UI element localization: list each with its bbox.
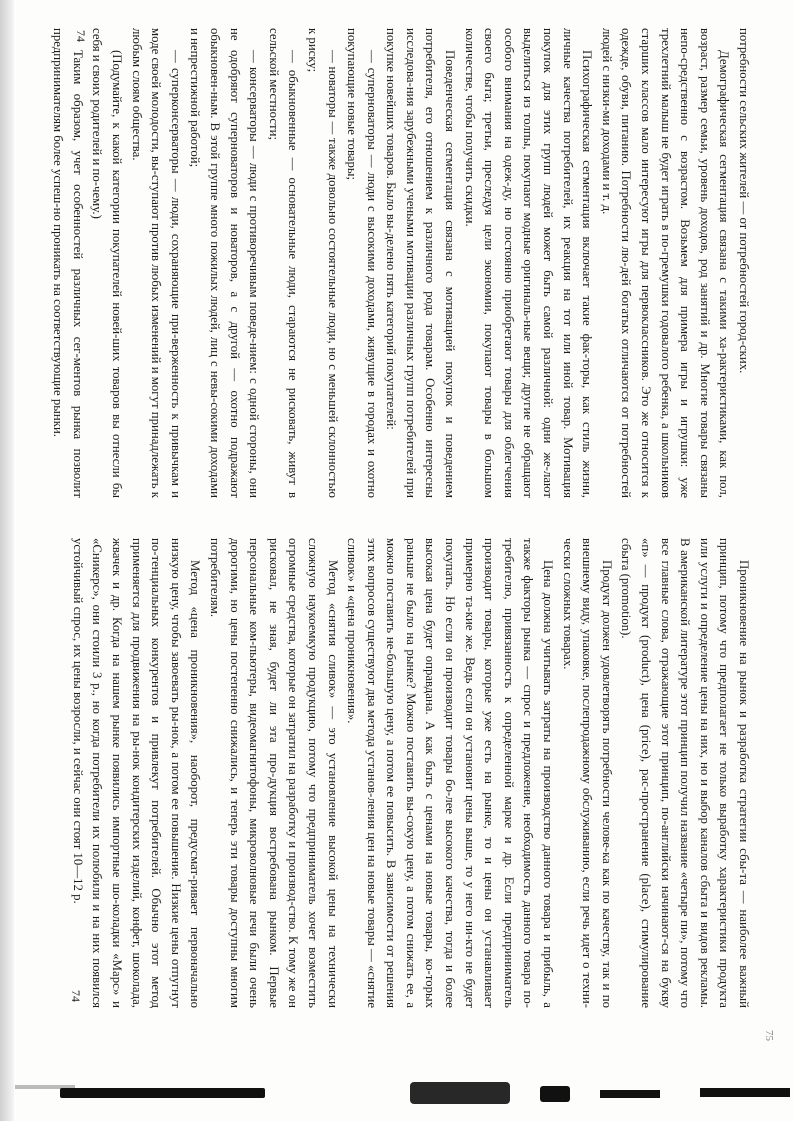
paragraph: Метод «цена проникновения», наоборот, предусмат-ривает первоначально низкую цену, чтобы завоевать ры-нок, а потом ее повышение. Низкие цены отпугнут по-тенциальных конкурентов и привлекут потребителей. Обычно этот метод применяется для продвижения на ры-нок кондитерских изделий, конфет, шоколада, жвачек и др. Когда на нашем рынке появились импортные шо-коладки «Марс» и «Сникерс», они стоили 3 р., но когда потребители их полюбили и на них появился устойчивый спрос, их цены возросли, и сейчас они стоят 10—12 р. <box>70 538 203 1008</box>
scan-artifact <box>600 1090 660 1098</box>
scan-artifact <box>410 1082 510 1104</box>
paragraph: Поведенческая сегментация связана с мотивацией покупок и поведением потребителя, его отношением к различного рода товарам. Особенно интересны исследова-ния зарубежными учеными мотивации различных групп потребителей при покупке новейших товаров. Было вы-делено пять категорий покупателей: <box>384 28 458 498</box>
paragraph: потребности сельских жителей — от потребностей город-ских. <box>737 28 751 374</box>
scan-artifact <box>700 1088 790 1097</box>
paragraph: Таким образом, учет особенностей различных сег-ментов рынка позволит предпринимателям более успеш-но проникать на соответствующие рынки. <box>51 28 85 498</box>
scan-artifact <box>60 1088 265 1098</box>
left-page-number: 74 <box>74 30 88 42</box>
page-spread <box>53 0 793 1080</box>
rotated-content <box>53 0 793 1080</box>
list-item: — суперноваторы — люди с высокими доходами, живущие в городах и охотно покупающие новые товары; <box>345 28 379 498</box>
paragraph: Метод «снятия сливок» — это установление высокой цены на технически сложную наукоемкую продукцию, потому что предприниматель хочет возместить огромные средства, которые он затратил на разработку и производ-ство. К тому же он рисковал, не зная, будет ли эта про-дукция востребована рынком. Первые персональные ком-пьютеры, видеомагнитофоны, микроволновые печи были очень дорогими, но цены постепенно снижались, и теперь эти товары доступны многим потребителям. <box>207 538 340 1008</box>
list-item: — консерваторы — люди с противоречивым поведе-нием: с одной стороны, они не одобряют суперноваторов и новаторов, а с другой — охотно подражают обыкновен-ным. В этой группе много пожилых людей, лиц с невы-сокими доходами и непрестижной работой; <box>188 28 262 498</box>
paragraph: Цена должна учитывать затраты на производство данного товара и прибыль, а также факторы рынка — спрос и предложение, необходимость данного товара по-требителю, привязанность к определенной марке и др. Если предприниматель производит товары, которые уже есть на рынке, то и цены он устанавливает примерно та-кие же. Ведь если он установит цены выше, то у него ни-кто не будет покупать. Но если он производит товары бо-лее высокого качества, тогда и более высокая цена будет оправдана. А как быть с ценами на новые товары, ко-торых раньше не было на рынке? Можно поставить вы-сокую цену, а потом снижать ее, а можно поставить не-большую цену, а потом ее повысить. В зависимости от решения этих вопросов существуют два метода установ-ления цен на новые товары — «снятие сливок» и «цена проникновения». <box>345 538 556 1008</box>
paragraph: Продукт должен удовлетворять потребности челове-ка как по качеству, так и по внешнему виду, упаковке, послепродажному обслуживанию, если речь идет о техни-чески сложных товарах. <box>560 538 614 1008</box>
paragraph: Проникновение на рынок и разработка стратегии сбы-та — наиболее важный принцип, потому что предполагает не только выработку характеристики продукта или услуги и определение цены на них, но и выбор каналов сбыта и видов рекламы. В американской литературе этот принцип получил название «четыре пи», потому что все главные слова, отражающие этот принцип, по-английски начинают-ся на букву «п» — продукт (product), цена (price), рас-пространение (place), стимулирование сбыта (promotion). <box>619 538 751 1008</box>
list-item: — новаторы — также довольно состоятельные люди, но с меньшей склонностью к риску; <box>305 28 340 498</box>
right-page-number: 74 <box>69 990 83 1002</box>
list-item: — обыкновенные — основательные люди, стараются не рисковать, живут в сельской местности; <box>266 28 301 498</box>
scan-artifact <box>540 1086 570 1102</box>
list-item: — суперконсерваторы — люди, сохраняющие при-верженность к привычкам и моде своей молодости, вы-ступают против любых изменений и могут принадлежать к любым слоям общества. <box>129 28 183 498</box>
paragraph: (Подумайте, к какой категории покупателей новей-ших товаров вы отнесли бы себя и своих родителей и по-чему.) <box>90 28 124 498</box>
paragraph: Демографическая сегментация связана с такими ха-рактеристиками, как пол, возраст, размер семьи, уровень доходов, род занятий и др. Многие товары связаны непо-средственно с возрастом. Возьмем для примера игры и игрушки: уже трехлетний малыш не будет играть в по-гремушки годовалого ребенка, а школьников старших классов мало интересуют игры для первоклассников. Это же относится к одежде, обуви, питанию. Потребности лю-дей богатых отличаются от потребностей людей с низки-ми доходами и т. д. <box>599 28 732 498</box>
binding-shadow <box>0 0 14 1121</box>
paragraph: Психографическая сегментация включает такие фак-торы, как стиль жизни, личные качества потребителей, их реакция на тот или иной товар. Мотивация покупок для этих групп людей может быть самой различной: одни же-лают выделиться из толпы, покупают модные оригиналь-ные вещи; другие не обращают особого внимания на одеж-ду, но постоянно приобретают товары для облегчения своего быта; третьи, преследуя цели экономии, покупают товары в большом количестве, чтобы получить скидки. <box>462 28 595 498</box>
corner-page-mark: 75 <box>763 1030 775 1041</box>
